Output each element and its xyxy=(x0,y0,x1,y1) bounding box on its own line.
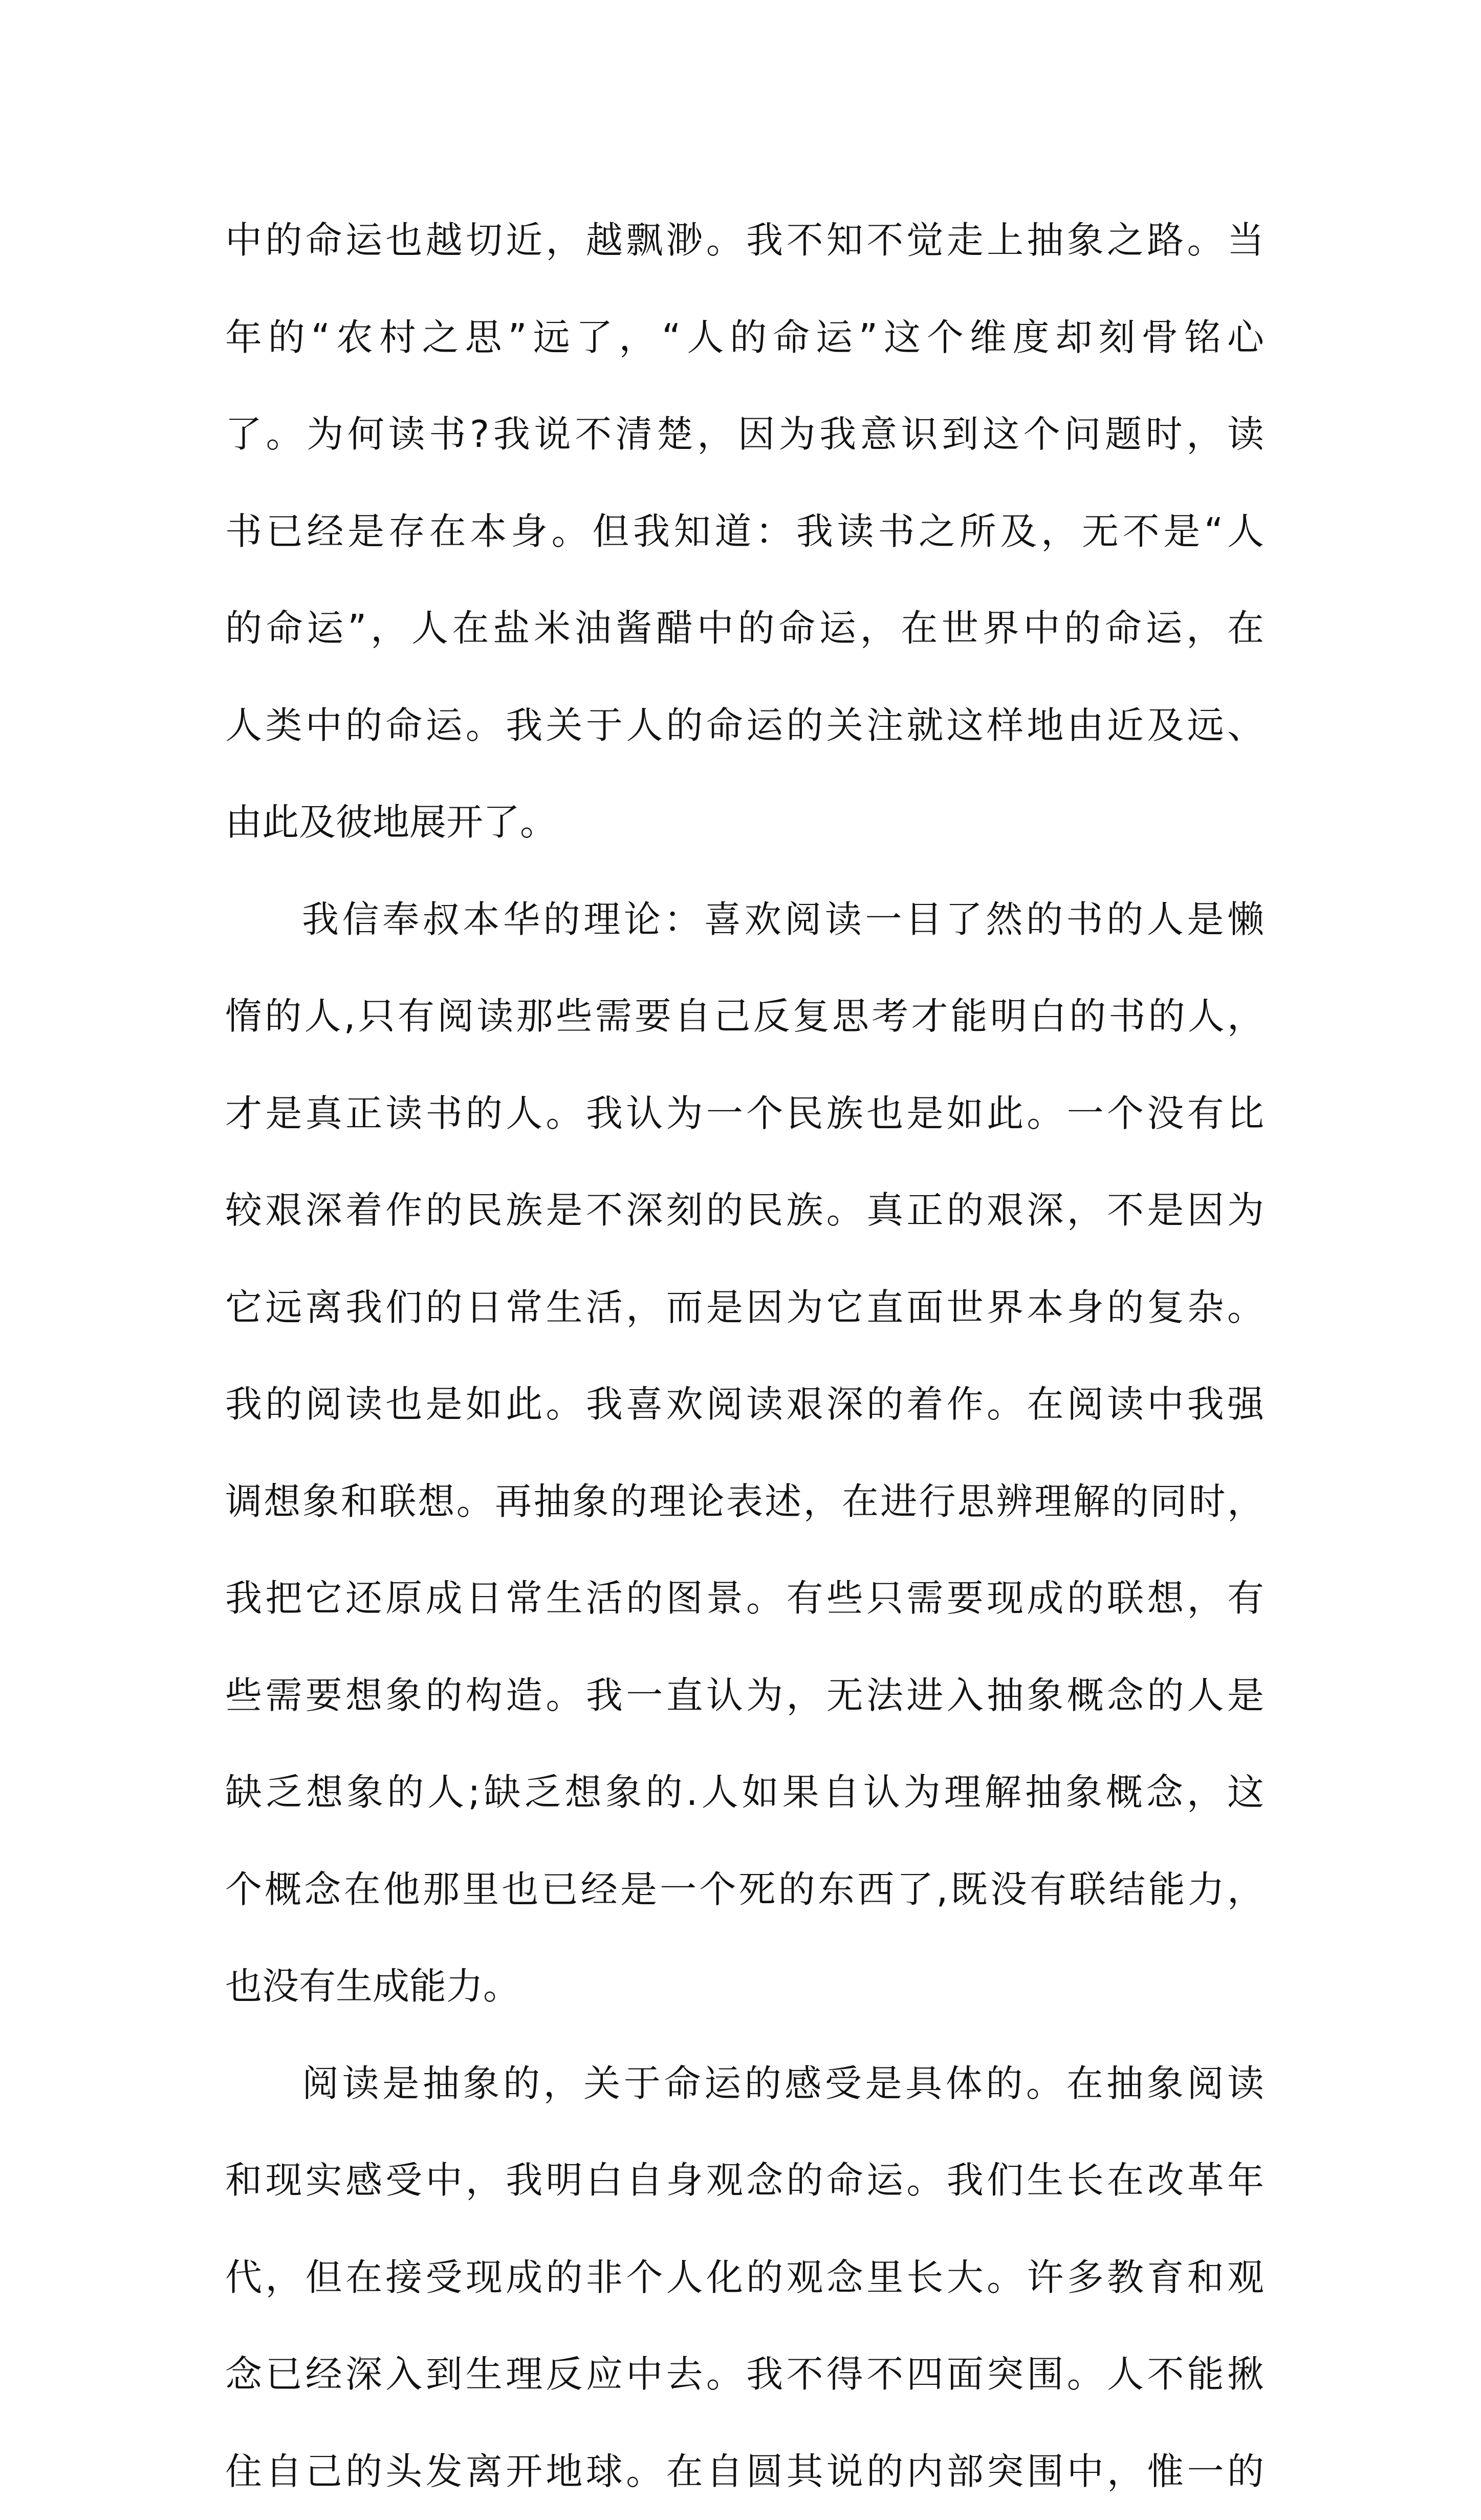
text-line: 它远离我们的日常生活，而是因为它直面世界本身的复杂。 xyxy=(225,1259,1264,1356)
text-line: 我信奉叔本华的理论：喜欢阅读一目了然的书的人是懒 xyxy=(225,871,1264,968)
text-line: 和现实感受中，我明白自身观念的命运。我们生长在改革年 xyxy=(225,2132,1264,2229)
text-line: 念已经深入到生理反应中去。我不得不四面突围。人不能揪 xyxy=(225,2326,1264,2423)
text-line: 个概念在他那里也已经是一个死的东西了,既没有联结能力， xyxy=(225,1841,1264,1939)
text-line: 人类中的命运。我关于人的命运的关注就这样地由近及远、 xyxy=(225,677,1264,774)
text-line: 我把它还原成日常生活的图景。有些只需要现成的联想，有 xyxy=(225,1550,1264,1647)
text-line: 年的“农村之思”远了，“人的命运”这个维度却刻骨铭心 xyxy=(225,289,1264,386)
text-line: 些需要想象的构造。我一直认为，无法进入抽象概念的人是 xyxy=(225,1647,1264,1744)
body-text xyxy=(225,192,1264,2520)
text-line: 惰的人,只有阅读那些需要自己反复思考才能明白的书的人， xyxy=(225,968,1264,1065)
text-line: 书已经是存在本身。但我知道：我读书之所及，无不是“人 xyxy=(225,483,1264,580)
text-line: 阅读是抽象的，关于命运的感受是具体的。在抽象阅读 xyxy=(225,2035,1264,2133)
text-line: 由此及彼地展开了。 xyxy=(225,774,1264,871)
text-line: 了。为何读书?我说不清楚，因为我意识到这个问题时，读 xyxy=(225,386,1264,483)
text-line: 缺乏想象的人;缺乏想象的.人如果自认为理解抽象概念，这 xyxy=(225,1744,1264,1841)
text-line: 才是真正读书的人。我认为一个民族也是如此。一个没有比 xyxy=(225,1065,1264,1162)
text-line: 调想象和联想。再抽象的理论表述，在进行思辨理解的同时， xyxy=(225,1453,1264,1550)
text-line: 也没有生成能力。 xyxy=(225,1938,1264,2035)
text-line: 中的命运也越切近，越飘渺。我不知不觉走上抽象之路。当 xyxy=(225,192,1264,289)
text-line: 较艰深着作的民族是不深刻的民族。真正的艰深，不是因为 xyxy=(225,1162,1264,1259)
text-line: 的命运”，人在盐米油酱醋中的命运，在世界中的命运，在 xyxy=(225,580,1264,677)
text-line: 代，但在接受现成的非个人化的观念里长大。许多教育和观 xyxy=(225,2229,1264,2327)
text-line: 住自己的头发离开地球。在自圆其说的内部突围中，惟一的 xyxy=(225,2423,1264,2520)
text-line: 我的阅读也是如此。我喜欢阅读艰深的着作。在阅读中我强 xyxy=(225,1356,1264,1453)
